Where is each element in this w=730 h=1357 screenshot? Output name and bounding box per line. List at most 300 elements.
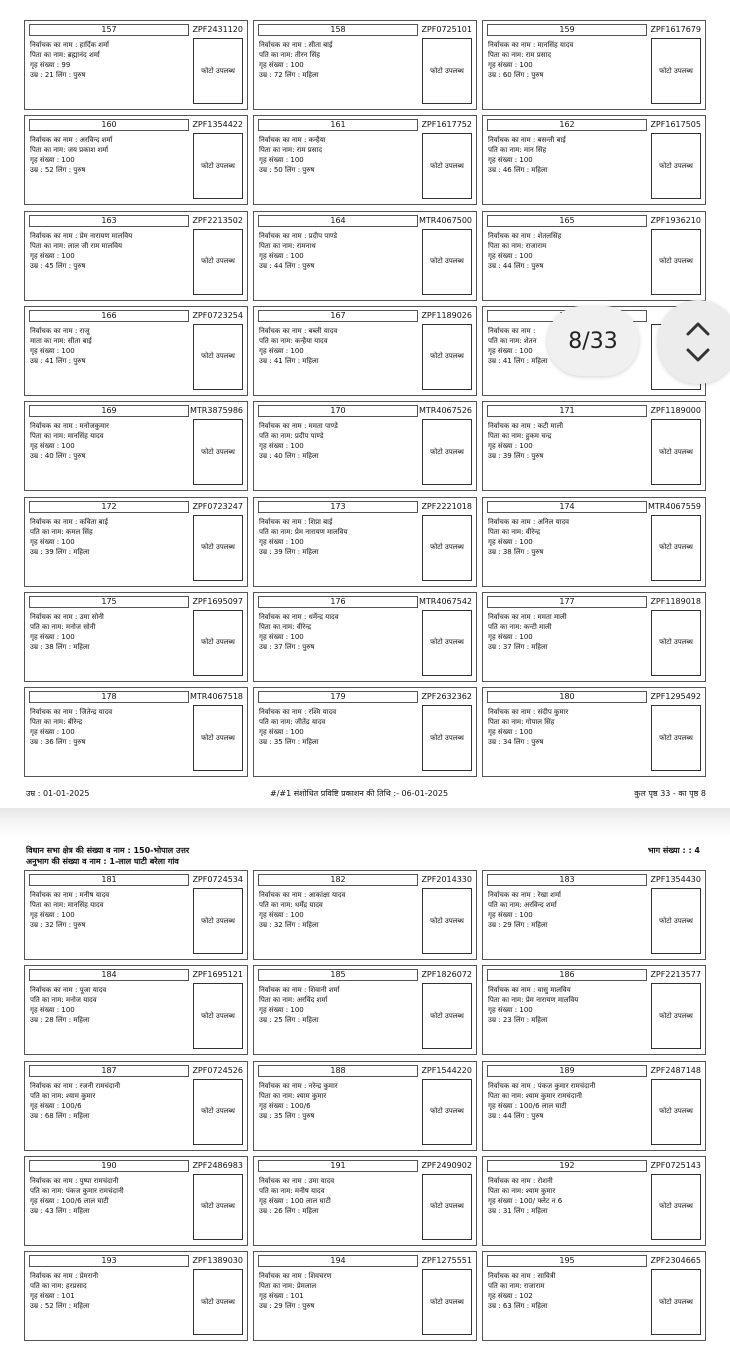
voter-name: निर्वाचक का नाम : शिवानी शर्मा: [259, 986, 340, 995]
voter-name: निर्वाचक का नाम : अनिल यादव: [488, 517, 570, 526]
photo-box: [651, 515, 701, 581]
serial-number: 182: [258, 874, 418, 886]
page-scroll-button[interactable]: [658, 300, 730, 384]
photo-label: फोटो उपलब्ध: [659, 1011, 693, 1020]
voter-card: [253, 115, 477, 205]
photo-box: [422, 1079, 472, 1145]
photo-box: [651, 1269, 701, 1335]
photo-box: [193, 133, 243, 199]
voter-details: [30, 1271, 190, 1311]
voter-name: निर्वाचक का नाम : धर्मेन्द्र यादव: [259, 612, 339, 621]
photo-label: फोटो उपलब्ध: [201, 352, 235, 361]
photo-label: फोटो उपलब्ध: [659, 447, 693, 456]
photo-box: [193, 419, 243, 485]
house-number: गृह संख्या : 99: [30, 61, 71, 69]
voter-name: निर्वाचक का नाम : कन्हैया: [259, 136, 326, 145]
serial-number: 187: [29, 1065, 189, 1077]
house-number: गृह संख्या : 100: [30, 1006, 75, 1015]
age-gender: उम्र : 43 लिंग : महिला: [30, 1206, 90, 1215]
photo-box: [651, 38, 701, 104]
epic-number: MTR4067559: [648, 501, 701, 511]
house-number: गृह संख्या : 100/6 लाल घाटी: [488, 1101, 567, 1110]
serial-number: 181: [29, 874, 189, 886]
voter-details: [259, 1271, 419, 1311]
relation-name: पति का नाम: राजाराम: [488, 1282, 545, 1291]
photo-label: फोटो उपलब्ध: [659, 638, 693, 647]
page-separator: [0, 808, 730, 838]
photo-box: [193, 983, 243, 1049]
relation-name: पति का नाम: कमल सिंह: [30, 527, 93, 536]
epic-number: ZPF1354430: [650, 875, 701, 884]
house-number: गृह संख्या : 100: [30, 911, 75, 919]
relation-name: पिता का नाम: राजाराम: [488, 241, 547, 250]
serial-number: 170: [258, 405, 418, 417]
voter-name: निर्वाचक का नाम : पंकज कुमार रामचंदानी: [488, 1081, 596, 1090]
epic-number: ZPF2490902: [421, 1160, 472, 1170]
voter-card: [482, 870, 706, 960]
serial-number: 177: [487, 596, 647, 608]
voter-details: [259, 421, 419, 461]
serial-number: 163: [29, 215, 189, 227]
photo-box: [651, 1079, 701, 1145]
photo-label: फोटो उपलब्ध: [659, 1202, 693, 1211]
house-number: गृह संख्या : 100: [259, 156, 304, 165]
house-number: गृह संख्या : 100: [30, 251, 75, 260]
voter-details: [30, 135, 190, 175]
voter-name: निर्वाचक का नाम : बब्ली यादव: [259, 326, 338, 335]
voter-name: निर्वाचक का नाम : कविता बाई: [30, 517, 108, 526]
relation-name: पिता का नाम: ब्रह्मानंद शर्मा: [30, 51, 100, 59]
voter-card: [253, 20, 477, 110]
serial-number: 188: [258, 1065, 418, 1077]
voter-name: निर्वाचक का नाम :: [488, 326, 536, 335]
relation-name: पति का नाम: शेतन: [488, 336, 537, 345]
age-gender: उम्र : 21 लिंग : पुरुष: [30, 71, 86, 79]
relation-name: पति का नाम: पंकज कुमार रामचंदानी: [30, 1186, 124, 1195]
voter-name: निर्वाचक का नाम : आकांक्षा यादव: [259, 891, 346, 899]
voter-details: [259, 326, 419, 366]
voter-card: [253, 306, 477, 396]
voter-card: [24, 20, 248, 110]
epic-number: ZPF1389030: [192, 1256, 243, 1266]
constituency-header: विधान सभा क्षेत्र की संख्या व नाम : 150-भोपाल उत्तर: [26, 846, 190, 855]
age-gender: उम्र : 35 लिंग : पुरुष: [259, 1111, 315, 1120]
epic-number: ZPF2632362: [421, 692, 472, 702]
age-gender: उम्र : 31 लिंग : महिला: [488, 1206, 548, 1215]
voter-name: निर्वाचक का नाम : रश्मि यादव: [259, 708, 337, 717]
voter-name: निर्वाचक का नाम : हार्दिक शर्मा: [30, 41, 109, 49]
relation-name: पिता का नाम: मानसिंह यादव: [30, 432, 104, 441]
age-gender: उम्र : 41 लिंग : पुरुष: [30, 356, 86, 365]
photo-label: फोटो उपलब्ध: [201, 543, 235, 551]
voter-details: [30, 231, 190, 271]
epic-number: ZPF1354422: [192, 120, 243, 130]
photo-label: फोटो उपलब्ध: [201, 638, 235, 647]
voter-details: [30, 890, 190, 930]
relation-name: पति का नाम: धर्मेंद्र यादव: [259, 901, 323, 909]
house-number: गृह संख्या : 100: [30, 728, 75, 737]
epic-number: MTR4067500: [419, 215, 472, 225]
voter-name: निर्वाचक का नाम : राजू: [30, 326, 90, 335]
epic-number: ZPF2304665: [650, 1256, 701, 1266]
voter-name: निर्वाचक का नाम : ममता माली: [488, 612, 567, 621]
serial-number: 190: [29, 1160, 189, 1172]
house-number: गृह संख्या : 100: [259, 728, 304, 737]
house-number: गृह संख्या : 100: [30, 537, 75, 546]
photo-label: फोटो उपलब्ध: [430, 447, 464, 456]
age-gender: उम्र : 40 लिंग : महिला: [259, 452, 319, 461]
serial-number: 171: [487, 405, 647, 417]
relation-name: पिता का नाम: हुकम चन्द्र: [488, 432, 552, 441]
page-indicator[interactable]: [547, 306, 639, 376]
voter-details: [259, 40, 419, 80]
voter-card: [482, 592, 706, 682]
age-gender: उम्र : 41 लिंग : महिला: [259, 356, 319, 365]
house-number: गृह संख्या : 100/6: [259, 1101, 311, 1110]
voter-card: [253, 1061, 477, 1151]
photo-box: [422, 229, 472, 295]
serial-number: 186: [487, 969, 647, 981]
age-gender: उम्र : 28 लिंग : महिला: [30, 1016, 90, 1025]
voter-card: [482, 115, 706, 205]
relation-name: पिता का नाम: अरविंद शर्मा: [259, 996, 328, 1005]
photo-label: फोटो उपलब्ध: [201, 1107, 235, 1116]
photo-box: [193, 229, 243, 295]
age-gender: उम्र : 41 लिंग : महिला: [488, 356, 548, 365]
age-gender: उम्र : 44 लिंग : पुरुष: [488, 1111, 544, 1120]
age-gender: उम्र : 34 लिंग : पुरुष: [488, 738, 544, 747]
house-number: गृह संख्या : 102: [488, 1292, 533, 1301]
photo-label: फोटो उपलब्ध: [659, 1297, 693, 1306]
relation-name: पिता का नाम: रामनाथ: [259, 241, 316, 250]
house-number: गृह संख्या : 100: [259, 251, 304, 260]
relation-name: पति का नाम: अरविन्द शर्मा: [488, 901, 557, 909]
epic-number: ZPF0725143: [650, 1160, 701, 1170]
voter-card: [482, 1251, 706, 1341]
serial-number: 161: [258, 119, 418, 131]
relation-name: पति का नाम: मनीष यादव: [259, 1186, 325, 1195]
voter-name: निर्वाचक का नाम : रोशनी: [488, 1176, 553, 1185]
relation-name: पिता का नाम: श्याम कुमार: [259, 1091, 327, 1100]
relation-name: पति का नाम: तीरन सिंह: [259, 51, 320, 59]
page-footer: [26, 788, 706, 802]
voter-card: [482, 1156, 706, 1246]
relation-name: पति का नाम: मनोज यादव: [30, 996, 97, 1005]
voter-details: [488, 890, 648, 930]
age-gender: उम्र : 32 लिंग : महिला: [259, 921, 319, 929]
voter-details: [488, 1081, 648, 1121]
relation-name: पति का नाम: जीतेंद्र यादव: [259, 718, 326, 727]
voter-details: [259, 707, 419, 747]
house-number: गृह संख्या : 100: [30, 632, 75, 641]
relation-name: पिता का नाम: प्रेम नारायण मालविय: [488, 996, 579, 1005]
age-gender: उम्र : 68 लिंग : महिला: [30, 1111, 90, 1120]
house-number: गृह संख्या : 100: [488, 251, 533, 260]
epic-number: ZPF1695121: [192, 970, 243, 980]
photo-label: फोटो उपलब्ध: [430, 543, 464, 551]
voter-name: निर्वाचक का नाम : शिप्रा बाई: [259, 517, 333, 526]
relation-name: पति का नाम: कन्हैया यादव: [259, 336, 328, 345]
house-number: गृह संख्या : 100: [488, 156, 533, 165]
voter-card: [482, 1061, 706, 1151]
photo-label: फोटो उपलब्ध: [430, 1297, 464, 1306]
serial-number: 169: [29, 405, 189, 417]
age-gender: उम्र : 39 लिंग : पुरुष: [488, 452, 544, 461]
serial-number: 158: [258, 24, 418, 36]
age-gender: उम्र : 39 लिंग : महिला: [30, 547, 90, 556]
house-number: गृह संख्या : 100: [488, 346, 533, 355]
voter-card: [24, 1251, 248, 1341]
voter-name: निर्वाचक का नाम : ममता पाण्डे: [259, 422, 338, 431]
age-gender: उम्र : 50 लिंग : पुरुष: [259, 166, 315, 175]
voter-details: [488, 707, 648, 747]
epic-number: ZPF2014330: [421, 875, 472, 884]
serial-number: 195: [487, 1255, 647, 1267]
voter-details: [30, 1081, 190, 1121]
serial-number: 165: [487, 215, 647, 227]
photo-box: [193, 705, 243, 771]
voter-name: निर्वाचक का नाम : प्रेमरानी: [30, 1272, 99, 1281]
voter-details: [259, 1081, 419, 1121]
voter-details: [488, 421, 648, 461]
house-number: गृह संख्या : 101: [259, 1292, 304, 1301]
epic-number: ZPF0724534: [192, 875, 243, 884]
epic-number: ZPF1617505: [650, 120, 701, 130]
house-number: गृह संख्या : 100: [259, 1006, 304, 1015]
serial-number: 167: [258, 310, 418, 322]
voter-card: [482, 401, 706, 491]
relation-name: पति का नाम: कन्टी माली: [488, 622, 552, 631]
age-gender: उम्र : 63 लिंग : महिला: [488, 1302, 548, 1311]
voter-name: निर्वाचक का नाम : अरविन्द शर्मा: [30, 136, 113, 145]
epic-number: ZPF1695097: [192, 596, 243, 606]
epic-number: ZPF2213502: [192, 215, 243, 225]
epic-number: MTR4067518: [190, 692, 243, 702]
photo-label: फोटो उपलब्ध: [659, 1107, 693, 1116]
age-gender: उम्र : 38 लिंग : महिला: [30, 642, 90, 651]
voter-card: [482, 20, 706, 110]
serial-number: 178: [29, 691, 189, 703]
voter-card: [253, 401, 477, 491]
voter-details: [30, 421, 190, 461]
epic-number: ZPF0723254: [192, 310, 243, 320]
voter-details: [30, 517, 190, 557]
voter-details: [30, 707, 190, 747]
relation-name: पिता का नाम: जय प्रकाश शर्मा: [30, 146, 109, 155]
serial-number: 176: [258, 596, 418, 608]
epic-number: ZPF0724526: [192, 1065, 243, 1075]
photo-label: फोटो उपलब्ध: [659, 733, 693, 742]
house-number: गृह संख्या : 100: [30, 156, 75, 165]
age-gender: उम्र : 60 लिंग : पुरुष: [488, 71, 544, 79]
serial-number: 184: [29, 969, 189, 981]
house-number: गृह संख्या : 100/ फ्लेट न 6: [488, 1196, 563, 1205]
photo-box: [193, 610, 243, 676]
voter-name: निर्वाचक का नाम : जितेन्द्र यादव: [30, 708, 113, 717]
photo-label: फोटो उपलब्ध: [201, 733, 235, 742]
relation-name: पति का नाम: प्रदीप पाण्डे: [259, 432, 324, 441]
serial-number: 175: [29, 596, 189, 608]
photo-box: [193, 1269, 243, 1335]
epic-number: ZPF1189018: [650, 596, 701, 606]
photo-label: फोटो उपलब्ध: [430, 352, 464, 361]
age-gender: उम्र : 35 लिंग : महिला: [259, 738, 319, 747]
relation-name: पति का नाम: मान सिंह: [488, 146, 547, 155]
epic-number: ZPF1544220: [421, 1065, 472, 1075]
voter-card: [253, 1156, 477, 1246]
age-gender: उम्र : 44 लिंग : पुरुष: [259, 261, 315, 270]
relation-name: माता का नाम: सीता बाई: [30, 336, 92, 345]
voter-card: [24, 497, 248, 587]
photo-box: [651, 705, 701, 771]
voter-details: [259, 135, 419, 175]
voter-card: [24, 965, 248, 1055]
voter-name: निर्वाचक का नाम : शेतलसिंह: [488, 231, 562, 240]
voter-name: निर्वाचक का नाम : रजनी रामचंदानी: [30, 1081, 121, 1090]
voter-details: [30, 985, 190, 1025]
photo-label: फोटो उपलब्ध: [430, 1011, 464, 1020]
epic-number: MTR4067542: [419, 596, 472, 606]
serial-number: 174: [487, 501, 647, 513]
epic-number: ZPF1275551: [421, 1256, 472, 1266]
house-number: गृह संख्या : 100: [259, 346, 304, 355]
photo-label: फोटो उपलब्ध: [430, 1107, 464, 1116]
age-gender: उम्र : 38 लिंग : पुरुष: [488, 547, 544, 556]
house-number: गृह संख्या : 100: [259, 61, 304, 69]
relation-name: पति का नाम: श्याम कुमार: [30, 1091, 96, 1100]
voter-name: निर्वाचक का नाम : कटी माली: [488, 422, 564, 431]
voter-details: [488, 517, 648, 557]
photo-label: फोटो उपलब्ध: [201, 916, 235, 925]
age-gender: उम्र : 29 लिंग : पुरुष: [259, 1302, 315, 1311]
footer-page-count: कुल पृष्ठ 33 - का पृष्ठ 8: [634, 789, 706, 798]
age-gender: उम्र : 44 लिंग : पुरुष: [488, 261, 544, 270]
age-gender: उम्र : 25 लिंग : महिला: [259, 1016, 319, 1025]
voter-card: [24, 1156, 248, 1246]
footer-age-date: उम्र : 01-01-2025: [26, 789, 90, 798]
voter-name: निर्वाचक का नाम : प्रेम नारायण मालविय: [30, 231, 133, 240]
voter-details: [488, 40, 648, 80]
photo-box: [651, 1174, 701, 1240]
photo-label: फोटो उपलब्ध: [659, 161, 693, 170]
photo-box: [193, 515, 243, 581]
serial-number: 157: [29, 24, 189, 36]
voter-name: निर्वाचक का नाम : सीता बाई: [259, 41, 333, 49]
relation-name: पिता का नाम: लाल जी राम मालविय: [30, 241, 123, 250]
serial-number: 162: [487, 119, 647, 131]
photo-label: फोटो उपलब्ध: [430, 638, 464, 647]
house-number: गृह संख्या : 100: [259, 632, 304, 641]
voter-details: [259, 612, 419, 652]
voter-card: [253, 1251, 477, 1341]
epic-number: MTR3875986: [190, 406, 243, 416]
voter-name: निर्वाचक का नाम : प्रदीप पाण्डे: [259, 231, 338, 240]
voter-card: [253, 211, 477, 301]
serial-number: 173: [258, 501, 418, 513]
photo-box: [422, 38, 472, 104]
relation-name: पिता का नाम: गोपाल सिंह: [488, 718, 555, 727]
photo-label: फोटो उपलब्ध: [201, 447, 235, 456]
house-number: गृह संख्या : 100: [259, 911, 304, 919]
serial-number: 180: [487, 691, 647, 703]
voter-details: [30, 326, 190, 366]
photo-box: [193, 888, 243, 954]
age-gender: उम्र : 52 लिंग : पुरुष: [30, 166, 86, 175]
voter-details: [488, 231, 648, 271]
relation-name: पिता का नाम: वीरेन्द्र: [488, 527, 541, 536]
photo-box: [193, 324, 243, 390]
house-number: गृह संख्या : 100: [488, 1006, 533, 1015]
house-number: गृह संख्या : 100: [488, 537, 533, 546]
photo-box: [422, 515, 472, 581]
serial-number: 192: [487, 1160, 647, 1172]
voter-details: [488, 1271, 648, 1311]
voter-details: [259, 231, 419, 271]
serial-number: 160: [29, 119, 189, 131]
house-number: गृह संख्या : 100: [488, 61, 533, 69]
voter-name: निर्वाचक का नाम : उमा यादव: [259, 1176, 335, 1185]
voter-card: [482, 687, 706, 777]
page-indicator-label: 8/33: [568, 328, 618, 354]
voter-name: निर्वाचक का नाम : रेखा शर्मा: [488, 891, 561, 899]
voter-details: [488, 135, 648, 175]
photo-label: फोटो उपलब्ध: [201, 161, 235, 170]
epic-number: ZPF2431120: [192, 25, 243, 34]
voter-name: निर्वाचक का नाम : शिवचरण: [259, 1272, 332, 1281]
epic-number: ZPF2487148: [650, 1065, 701, 1075]
epic-number: ZPF1189026: [421, 310, 472, 320]
voter-card: [24, 592, 248, 682]
photo-box: [651, 229, 701, 295]
voter-card: [253, 687, 477, 777]
relation-name: पिता का नाम: राम प्रसाद: [488, 51, 552, 59]
age-gender: उम्र : 37 लिंग : महिला: [488, 642, 548, 651]
voter-name: निर्वाचक का नाम : मनीष यादव: [30, 891, 110, 899]
relation-name: पिता का नाम: श्याम कुमार: [488, 1186, 556, 1195]
epic-number: ZPF0725101: [421, 25, 472, 34]
voter-card: [253, 870, 477, 960]
photo-box: [422, 1269, 472, 1335]
voter-name: निर्वाचक का नाम : पूजा यादव: [30, 986, 107, 995]
photo-label: फोटो उपलब्ध: [659, 66, 693, 75]
photo-box: [651, 419, 701, 485]
age-gender: उम्र : 72 लिंग : महिला: [259, 71, 319, 79]
age-gender: उम्र : 46 लिंग : महिला: [488, 166, 548, 175]
voter-name: निर्वाचक का नाम : बसन्ती बाई: [488, 136, 566, 145]
serial-number: 164: [258, 215, 418, 227]
house-number: गृह संख्या : 100/6: [30, 1101, 82, 1110]
epic-number: ZPF2221018: [421, 501, 472, 511]
photo-box: [651, 983, 701, 1049]
voter-card: [24, 401, 248, 491]
voter-card: [482, 211, 706, 301]
chevron-up-down-icon: [658, 300, 730, 384]
house-number: गृह संख्या : 100: [30, 442, 75, 451]
photo-label: फोटो उपलब्ध: [201, 1202, 235, 1211]
voter-details: [488, 612, 648, 652]
voter-card: [253, 592, 477, 682]
photo-box: [193, 1174, 243, 1240]
serial-number: 166: [29, 310, 189, 322]
photo-box: [422, 705, 472, 771]
house-number: गृह संख्या : 100: [30, 346, 75, 355]
epic-number: ZPF1617679: [650, 25, 701, 34]
voter-name: निर्वाचक का नाम : मानसिंह यादव: [488, 41, 574, 49]
voter-name: निर्वाचक का नाम : पुष्पा रामचंदानी: [30, 1176, 119, 1185]
voter-details: [30, 612, 190, 652]
age-gender: उम्र : 45 लिंग : पुरुष: [30, 261, 86, 270]
voter-details: [259, 517, 419, 557]
